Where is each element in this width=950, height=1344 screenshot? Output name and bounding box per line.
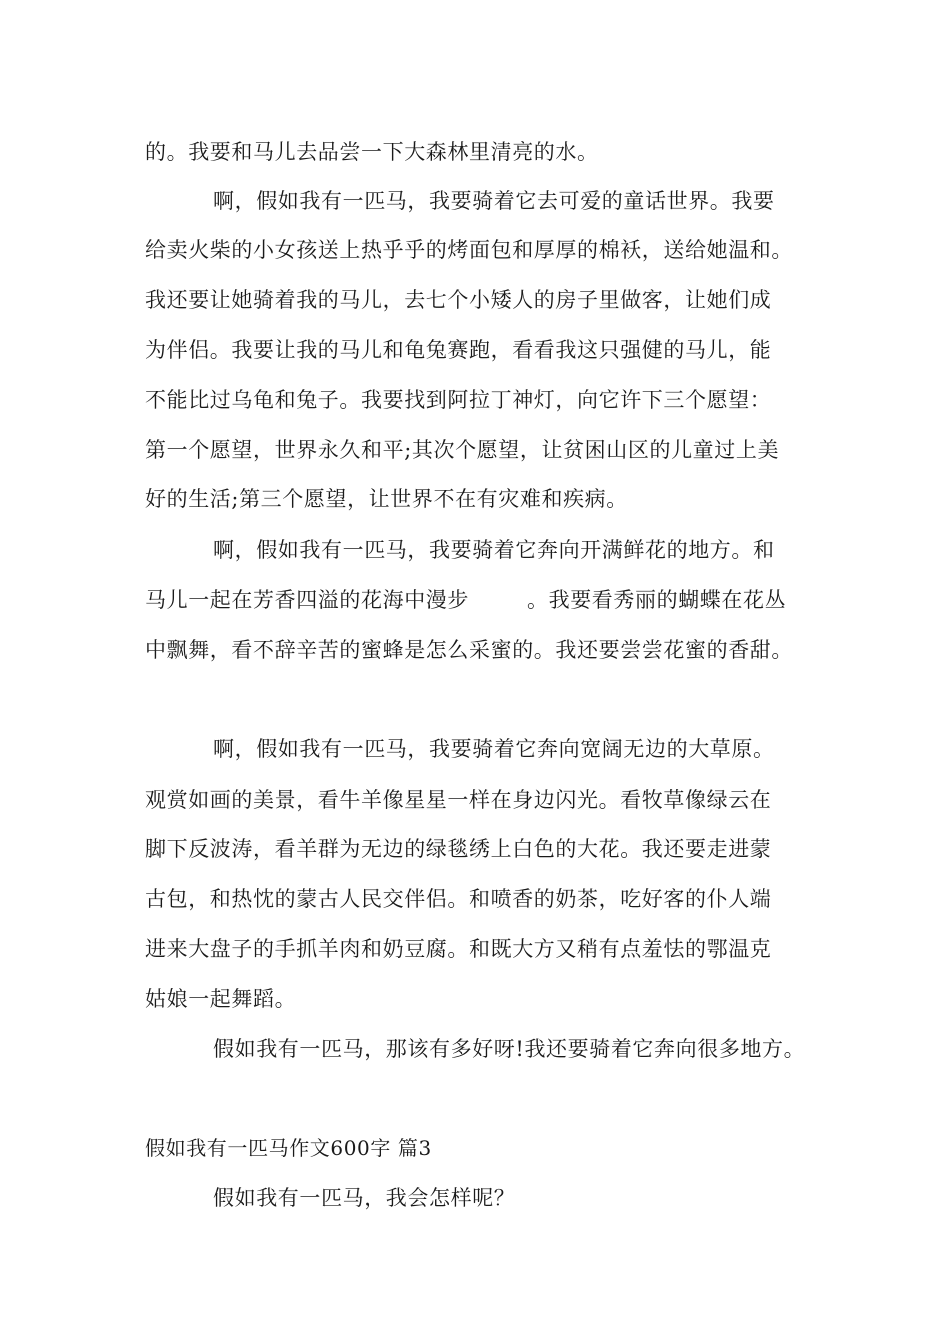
text-line: 好的生活;第三个愿望，让世界不在有灾难和疾病。 [145, 487, 628, 511]
text-line [145, 586, 786, 614]
text-segment: 。我要看秀丽的蝴蝶在花丛 [527, 588, 787, 612]
text-line: 中飘舞，看不辞辛苦的蜜蜂是怎么采蜜的。我还要尝尝花蜜的香甜。 [145, 638, 793, 662]
text-line: 古包，和热忱的蒙古人民交伴侣。和喷香的奶茶，吃好客的仆人端 [145, 887, 772, 911]
text-line: 我还要让她骑着我的马儿，去七个小矮人的房子里做客，让她们成 [145, 288, 772, 312]
text-line: 不能比过乌龟和兔子。我要找到阿拉丁神灯，向它许下三个愿望： [145, 388, 772, 412]
paragraph-first-line: 啊，假如我有一匹马，我要骑着它奔向开满鲜花的地方。和 [213, 538, 775, 562]
text-line: 姑娘一起舞蹈。 [145, 987, 297, 1011]
paragraph-first-line: 啊，假如我有一匹马，我要骑着它奔向宽阔无边的大草原。 [213, 737, 775, 761]
text-line: 观赏如画的美景，看牛羊像星星一样在身边闪光。看牧草像绿云在 [145, 788, 772, 812]
paragraph-first-line: 假如我有一匹马，那该有多好呀!我还要骑着它奔向很多地方。 [213, 1037, 806, 1061]
text-line: 给卖火柴的小女孩送上热乎乎的烤面包和厚厚的棉袄，送给她温和。 [145, 238, 793, 262]
paragraph-first-line: 假如我有一匹马，我会怎样呢？ [213, 1186, 516, 1210]
text-line: 为伴侣。我要让我的马儿和龟兔赛跑，看看我这只强健的马儿，能 [145, 338, 772, 362]
text-segment: 马儿一起在芳香四溢的花海中漫步 [145, 588, 469, 612]
section-heading: 假如我有一匹马作文600字 篇3 [145, 1136, 432, 1160]
text-line: 脚下反波涛，看羊群为无边的绿毯绣上白色的大花。我还要走进蒙 [145, 837, 772, 861]
text-line: 进来大盘子的手抓羊肉和奶豆腐。和既大方又稍有点羞怯的鄂温克 [145, 937, 772, 961]
text-line: 的。我要和马儿去品尝一下大森林里清亮的水。 [145, 140, 599, 164]
text-line: 第一个愿望，世界永久和平;其次个愿望，让贫困山区的儿童过上美 [145, 438, 780, 462]
paragraph-first-line: 啊，假如我有一匹马，我要骑着它去可爱的童话世界。我要 [213, 189, 775, 213]
